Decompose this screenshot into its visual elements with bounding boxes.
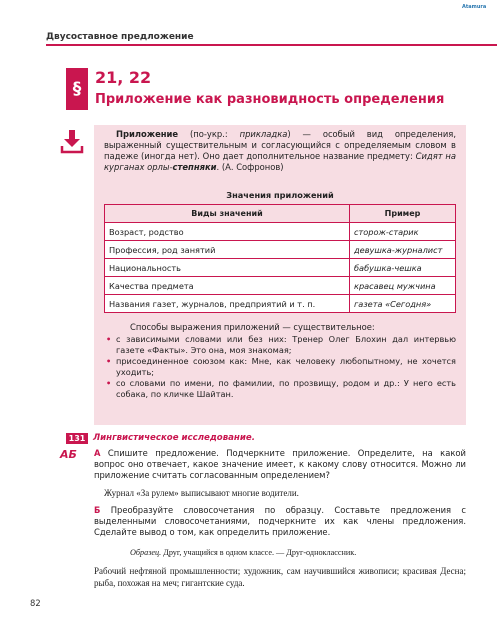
table-caption: Значения приложений xyxy=(226,190,334,200)
table-row xyxy=(105,295,456,313)
table-cell: Названия газет, журналов, предприятий и т. п. xyxy=(105,295,350,313)
page-number: 82 xyxy=(30,598,41,608)
task-b-letter: Б xyxy=(94,505,101,515)
table-cell: красавец мужчина xyxy=(350,277,456,295)
rule-term: Приложение xyxy=(116,129,179,139)
table-header-example: Пример xyxy=(350,205,456,223)
values-table xyxy=(104,204,456,313)
list-item: • с зависимыми словами или без них: Тренер Олег Блохин дал интервью газете «Факты». Это она, моя знакомая; xyxy=(104,334,456,356)
paragraph-title: Приложение как разновидность определения xyxy=(95,92,445,107)
table-cell: Профессия, род занятий xyxy=(105,241,350,259)
table-cell: бабушка-чешка xyxy=(350,259,456,277)
table-row xyxy=(105,241,456,259)
ways-title: Способы выражения приложений — существительное: xyxy=(130,322,375,332)
paragraph-numbers: 21, 22 xyxy=(95,68,152,87)
rule-definition xyxy=(104,129,456,173)
task-a-letter: А xyxy=(94,448,101,458)
rule-example-bold: степняки xyxy=(172,162,217,172)
rule-source: . (А. Софронов) xyxy=(216,162,284,172)
rule-kz: прикладка xyxy=(239,129,288,139)
table-row xyxy=(105,259,456,277)
table-row xyxy=(105,277,456,295)
table-cell: Качества предмета xyxy=(105,277,350,295)
sample-label: Образец. xyxy=(130,548,162,557)
ways-list xyxy=(104,334,456,400)
rule-text-b: ) — особый вид определения, выраженный существительным и согласующийся с определяемым словом в падеже (иногда нет). Оно дает дополнительное название предмету: xyxy=(104,129,457,161)
sample-text: Друг, учащийся в одном классе. — Друг-одноклассник. xyxy=(163,548,357,557)
ab-icon: АБ xyxy=(60,448,77,461)
exercise-phrases: Рабочий нефтяной промышленности; художник, сам научившийся живописи; красивая Десна; рыба, похожая на меч; гигантские суда. xyxy=(94,566,466,588)
exercise-title: Лингвистическое исследование. xyxy=(93,433,255,443)
table-header-type: Виды значений xyxy=(105,205,350,223)
publisher-logo: Atamura xyxy=(462,4,487,10)
rule-example: Сидят на курганах орлы- xyxy=(104,151,456,172)
header-bar xyxy=(46,44,497,46)
rule-text-a: (по-укр.: xyxy=(178,129,240,139)
download-icon xyxy=(60,128,84,154)
task-a-sentence: Журнал «За рулем» выписывают многие водители. xyxy=(104,488,299,498)
table-cell: сторож-старик xyxy=(350,223,456,241)
sample xyxy=(130,548,356,557)
table-cell: девушка-журналист xyxy=(350,241,456,259)
table-row xyxy=(105,223,456,241)
task-b xyxy=(94,505,466,538)
table-cell: Национальность xyxy=(105,259,350,277)
list-item: • со словами по имени, по фамилии, по прозвищу, родом и др.: У него есть собака, по кличке Шайтан. xyxy=(104,378,456,400)
task-a-text: Спишите предложение. Подчеркните приложение. Определите, на какой вопрос оно отвечает, какое значение имеет, к какому слову относится. Можно ли приложение считать согласованным определением? xyxy=(94,448,466,480)
task-b-text: Преобразуйте словосочетания по образцу. Составьте предложения с выделенными словосочетаниями, подчеркните их как члены предложения. Сделайте вывод о том, как определить приложение. xyxy=(94,505,466,537)
paragraph-symbol: § xyxy=(66,68,88,110)
task-a xyxy=(94,448,466,481)
table-cell: Возраст, родство xyxy=(105,223,350,241)
exercise-number: 131 xyxy=(66,433,88,444)
section-header: Двусоставное предложение xyxy=(46,32,194,42)
table-cell: газета «Сегодня» xyxy=(350,295,456,313)
list-item: • присоединенное союзом как: Мне, как человеку любопытному, не хочется уходить; xyxy=(104,356,456,378)
